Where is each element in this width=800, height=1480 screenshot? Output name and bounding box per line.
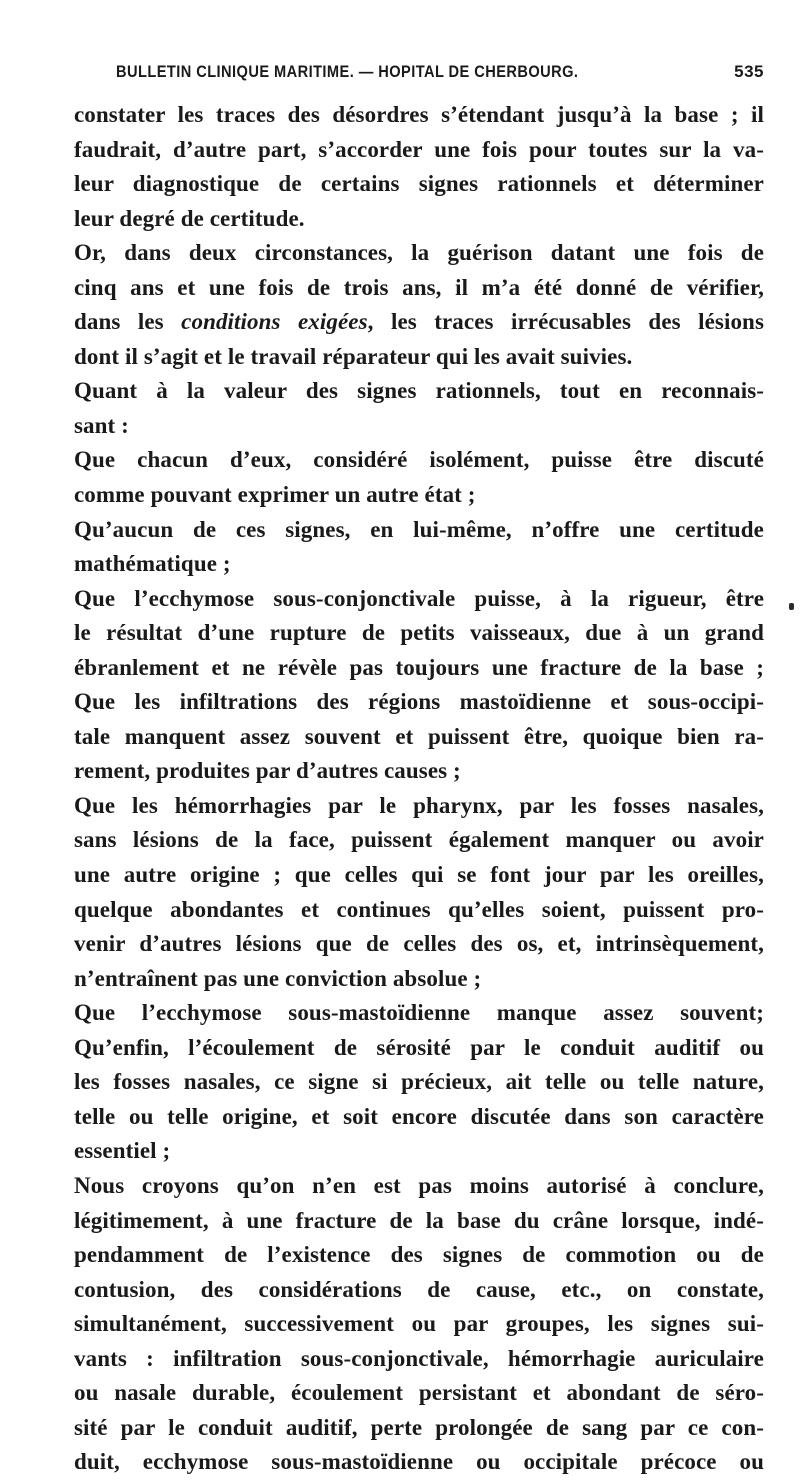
text-line: telle ou telle origine, et soit encore discutée dans son caractère [74,1103,764,1129]
text-line: Qu’aucun de ces signes, en lui-même, n’offre une certitude [74,516,764,542]
text-line: leur diagnostique de certains signes rationnels et déterminer [74,171,764,197]
text-line: mathématique ; [74,551,231,577]
text-line: ou nasale durable, écoulement persistant et abondant de séro- [74,1380,764,1406]
text-line: Or, dans deux circonstances, la guérison datant une fois de [74,240,764,266]
text-line: Que l’ecchymose sous-conjonctivale puisse, à la rigueur, être [74,585,764,611]
page-number: 535 [734,62,764,81]
text-line: leur degré de certitude. [74,205,305,231]
text-line: cinq ans et une fois de trois ans, il m’a été donné de vérifier, [74,274,764,300]
text-line: Que les infiltrations des régions mastoïdienne et sous-occipi- [74,689,764,715]
text-line: venir d’autres lésions que de celles des os, et, intrinsèquement, [74,931,764,957]
text-line: Quant à la valeur des signes rationnels, tout en reconnais- [74,378,764,404]
text-line: simultanément, successivement ou par groupes, les signes sui- [74,1311,764,1337]
running-head [116,62,764,90]
text-line: n’entraînent pas une conviction absolue ; [74,965,482,991]
text-line: ébranlement et ne révèle pas toujours une fracture de la base ; [74,654,764,680]
text-line: essentiel ; [74,1138,171,1164]
text-line: tale manquent assez souvent et puissent être, quoique bien ra- [74,723,764,749]
text-line: Nous croyons qu’on n’en est pas moins autorisé à conclure, [74,1172,764,1198]
text-line: Qu’enfin, l’écoulement de sérosité par le conduit auditif ou [74,1034,764,1060]
text-line: sans lésions de la face, puissent également manquer ou avoir [74,827,764,853]
text-line: sant : [74,412,129,438]
text-line: rement, produites par d’autres causes ; [74,758,461,784]
text-line: légitimement, à une fracture de la base du crâne lorsque, indé- [74,1207,764,1233]
text-segment: , les traces irrécusables des lésions [367,309,764,335]
running-title: BULLETIN CLINIQUE MARITIME. — HOPITAL DE CHERBOURG. [116,62,579,81]
text-line: une autre origine ; que celles qui se font jour par les oreilles, [74,862,764,888]
text-line: duit, ecchymose sous-mastoïdienne ou occipitale précoce ou [74,1449,764,1475]
text-line: dont il s’agit et le travail réparateur qui les avait suivies. [74,343,633,369]
text-line: le résultat d’une rupture de petits vaisseaux, due à un grand [74,620,764,646]
text-line: pendamment de l’existence des signes de commotion ou de [74,1242,764,1268]
text-line: comme pouvant exprimer un autre état ; [74,482,476,508]
text-segment: dans les [74,309,182,335]
text-line: Que l’ecchymose sous-mastoïdienne manque assez souvent; [74,1000,764,1026]
text-line: constater les traces des désordres s’étendant jusqu’à la base ; il [74,102,764,127]
text-line: les fosses nasales, ce signe si précieux, ait telle ou telle nature, [74,1069,764,1095]
text-line: Que chacun d’eux, considéré isolément, puisse être discuté [74,447,764,473]
text-line: vants : infiltration sous-conjonctivale, hémorrhagie auriculaire [74,1345,764,1371]
print-speck [789,603,794,610]
body-text [74,98,764,1480]
italic-phrase: conditions exigées [181,309,368,335]
text-line [74,305,764,340]
text-line: contusion, des considérations de cause, etc., on constate, [74,1276,764,1302]
text-line: quelque abondantes et continues qu’elles soient, puissent pro- [74,896,764,922]
text-line: faudrait, d’autre part, s’accorder une fois pour toutes sur la va- [74,136,764,162]
text-line: sité par le conduit auditif, perte prolongée de sang par ce con- [74,1414,764,1440]
text-line: Que les hémorrhagies par le pharynx, par les fosses nasales, [74,792,764,818]
